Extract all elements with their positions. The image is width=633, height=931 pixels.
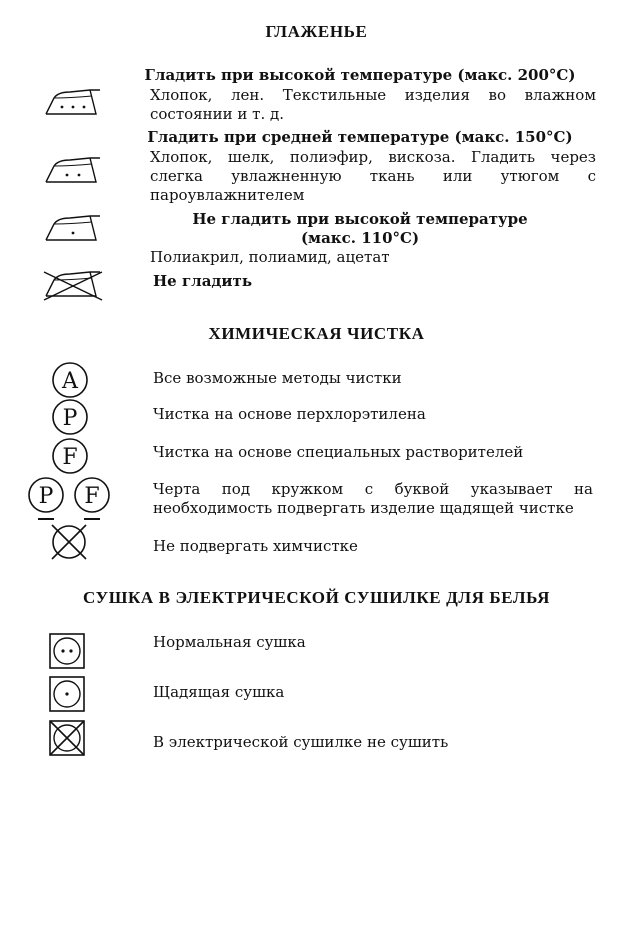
svg-text:P: P	[38, 484, 54, 509]
dry-clean-special-solvent-text: Чистка на основе специальных растворителей	[153, 443, 524, 461]
dry-clean-perchlorethylene-icon	[50, 397, 90, 437]
tumble-dry-gentle-icon	[48, 675, 86, 713]
dry-clean-any-text: Все возможные методы чистки	[153, 369, 402, 387]
tumble-dry-gentle-text: Щадящая сушка	[153, 683, 285, 701]
svg-text:F: F	[62, 445, 78, 470]
ironing-section-title: ГЛАЖЕНЬЕ	[265, 22, 368, 41]
svg-text:P: P	[62, 406, 78, 431]
no-tumble-dry-text: В электрической сушилке не сушить	[153, 733, 449, 751]
dry-clean-any-solvent-icon	[50, 360, 90, 400]
iron-low-heading-line2: (макс. 110°С)	[300, 229, 420, 247]
dry-clean-gentle-f-icon	[72, 475, 112, 523]
iron-high-text: Хлопок, лен. Текстильные изделия во влажном состоянии и т. д.	[150, 86, 596, 123]
dry-cleaning-section-title: ХИМИЧЕСКАЯ ЧИСТКА	[208, 324, 425, 343]
dry-clean-special-solvent-icon	[50, 436, 90, 476]
iron-medium-temperature-icon	[40, 152, 110, 188]
iron-medium-text: Хлопок, шелк, полиэфир, вискоза. Гладить через слегка увлажненную ткань или утюгом с пароувлажнителем	[150, 148, 596, 204]
no-ironing-icon	[40, 266, 110, 302]
iron-high-heading: Гладить при высокой температуре (макс. 200°С)	[144, 66, 576, 84]
dry-clean-gentle-p-icon	[26, 475, 66, 523]
no-dry-cleaning-text: Не подвергать химчистке	[153, 537, 358, 555]
iron-medium-heading: Гладить при средней температуре (макс. 150°С)	[147, 128, 573, 146]
no-tumble-dry-icon	[48, 719, 86, 757]
dry-clean-perchlorethylene-text: Чистка на основе перхлорэтилена	[153, 405, 426, 423]
tumble-dry-normal-text: Нормальная сушка	[153, 633, 306, 651]
svg-text:F: F	[84, 484, 100, 509]
tumble-dry-normal-icon	[48, 632, 86, 670]
iron-low-temperature-icon	[40, 210, 110, 246]
iron-low-text: Полиакрил, полиамид, ацетат	[150, 248, 390, 266]
iron-high-temperature-icon	[40, 84, 110, 120]
dry-clean-gentle-text: Черта под кружком с буквой указывает на необходимость подвергать изделие щадящей чистке	[153, 480, 593, 517]
svg-text:A: A	[62, 369, 78, 394]
no-ironing-heading: Не гладить	[153, 272, 253, 290]
iron-low-heading-line1: Не гладить при высокой температуре	[192, 210, 528, 228]
tumble-drying-section-title: СУШКА В ЭЛЕКТРИЧЕСКОЙ СУШИЛКЕ ДЛЯ БЕЛЬЯ	[83, 588, 550, 607]
no-dry-cleaning-icon	[48, 522, 90, 562]
